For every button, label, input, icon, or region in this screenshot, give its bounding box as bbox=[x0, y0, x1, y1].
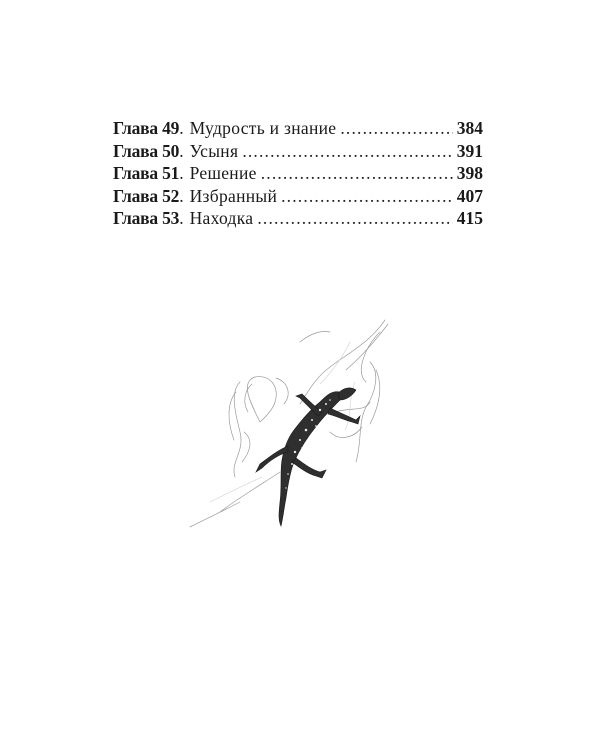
dot-leader bbox=[261, 162, 453, 185]
lizard-sketch-icon bbox=[180, 312, 410, 532]
toc-entry-51[interactable]: Глава 51 . Решение . . . 398 bbox=[113, 162, 483, 185]
table-of-contents bbox=[113, 117, 483, 230]
chapter-title: Избранный bbox=[189, 185, 278, 206]
toc-entry-53[interactable]: Глава 53 . Находка . . . 415 bbox=[113, 207, 483, 230]
dot-leader bbox=[257, 207, 452, 230]
chapter-label: Глава 53 bbox=[113, 208, 180, 228]
chapter-label: Глава 50 bbox=[113, 140, 180, 161]
dot-leader bbox=[281, 185, 453, 208]
dot-leader bbox=[242, 140, 452, 163]
dot-leader bbox=[340, 117, 452, 140]
chapter-title: Усыня bbox=[189, 140, 239, 161]
page-number: 407 bbox=[456, 185, 483, 206]
toc-entry-50[interactable]: Глава 50 . Усыня . . . 391 bbox=[113, 140, 483, 163]
chapter-title: Находка bbox=[189, 208, 254, 228]
page-number: 384 bbox=[456, 118, 483, 138]
toc-entry-52[interactable]: Глава 52 . Избранный . . . 407 bbox=[113, 185, 483, 208]
chapter-label: Глава 52 bbox=[113, 185, 180, 206]
chapter-title: Решение bbox=[189, 163, 257, 183]
page-number: 391 bbox=[456, 140, 483, 161]
chapter-label: Глава 51 bbox=[113, 163, 180, 183]
chapter-label: Глава 49 bbox=[113, 118, 180, 138]
page-number: 398 bbox=[456, 163, 483, 183]
toc-entry-49[interactable]: Глава 49 . Мудрость и знание . . . 384 bbox=[113, 117, 483, 140]
chapter-title: Мудрость и знание bbox=[189, 118, 337, 138]
page-number: 415 bbox=[456, 208, 483, 228]
